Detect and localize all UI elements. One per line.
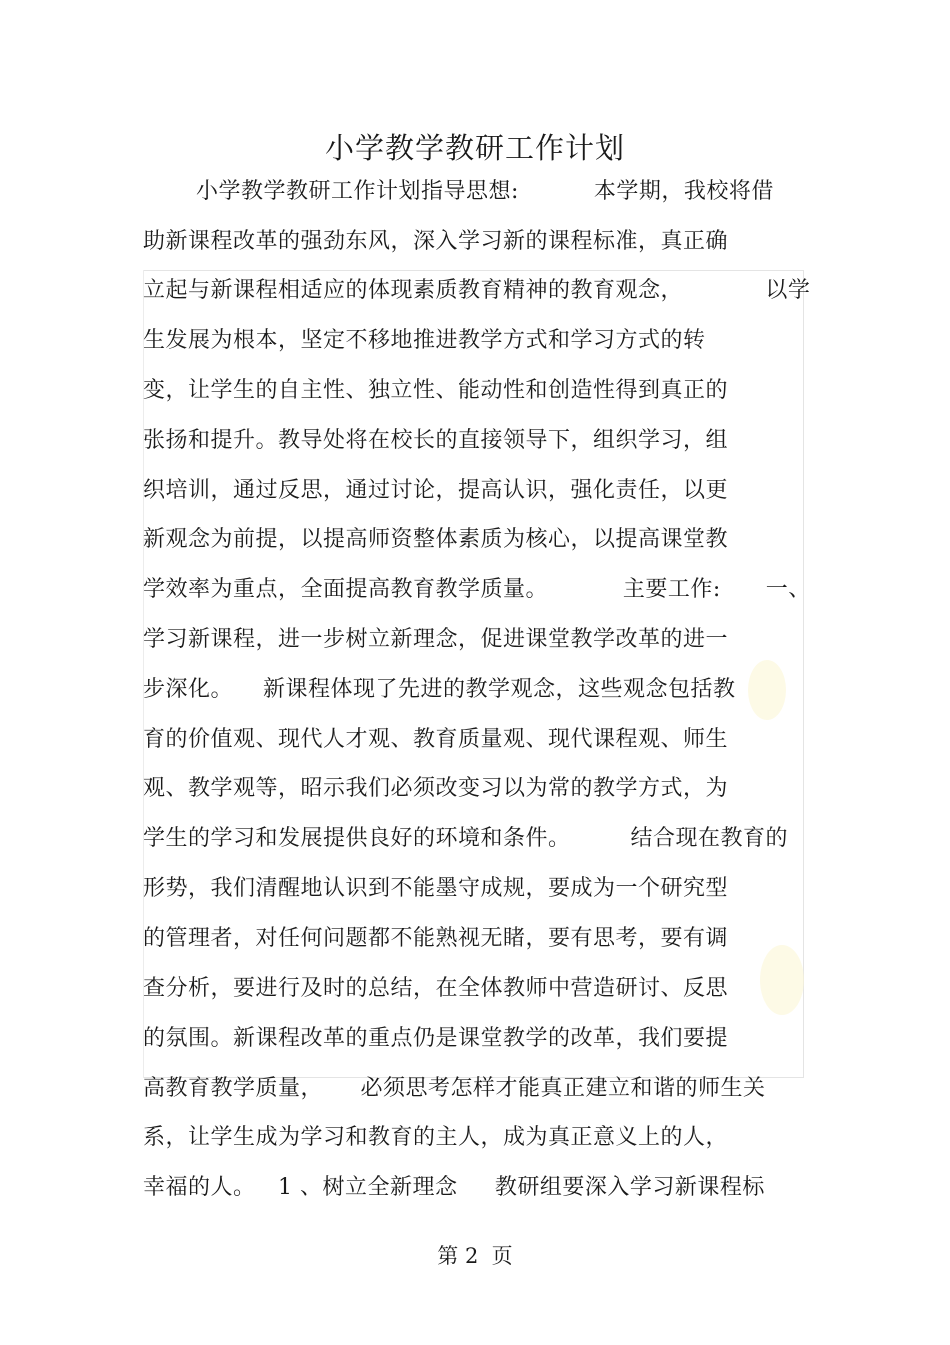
body-line: 新观念为前提，以提高师资整体素质为核心，以提高课堂教 bbox=[143, 527, 729, 552]
paper-stain bbox=[760, 945, 804, 1015]
body-line: 观、教学观等，昭示我们必须改变习以为常的教学方式，为 bbox=[143, 776, 729, 801]
body-line: 变，让学生的自主性、独立性、能动性和创造性得到真正的 bbox=[143, 378, 729, 403]
body-line: 生发展为根本，坚定不移地推进教学方式和学习方式的转 bbox=[143, 328, 706, 353]
body-line: 织培训，通过反思，通过讨论，提高认识，强化责任，以更 bbox=[143, 478, 729, 503]
body-line: 学生的学习和发展提供良好的环境和条件。 结合现在教育的 bbox=[143, 826, 788, 851]
body-line: 查分析，要进行及时的总结，在全体教师中营造研讨、反思 bbox=[143, 976, 729, 1001]
body-line: 形势，我们清醒地认识到不能墨守成规，要成为一个研究型 bbox=[143, 876, 729, 901]
body-line: 育的价值观、现代人才观、教育质量观、现代课程观、师生 bbox=[143, 727, 729, 752]
body-line: 系，让学生成为学习和教育的主人，成为真正意义上的人， bbox=[143, 1125, 729, 1150]
body-line: 学习新课程，进一步树立新理念，促进课堂教学改革的进一 bbox=[143, 627, 729, 652]
body-line: 的氛围。新课程改革的重点仍是课堂教学的改革，我们要提 bbox=[143, 1026, 729, 1051]
body-line: 步深化。 新课程体现了先进的教学观念，这些观念包括教 bbox=[143, 677, 736, 702]
page-number: 第 2 页 bbox=[437, 1244, 513, 1268]
body-line: 的管理者，对任何问题都不能熟视无睹，要有思考，要有调 bbox=[143, 926, 729, 951]
body-line: 学效率为重点，全面提高教育教学质量。 主要工作: 一、 bbox=[143, 577, 811, 602]
body-line: 立起与新课程相适应的体现素质教育精神的教育观念， 以学 bbox=[143, 278, 811, 303]
body-line: 助新课程改革的强劲东风，深入学习新的课程标准，真正确 bbox=[143, 229, 729, 254]
page-title: 小学教学教研工作计划 bbox=[324, 131, 625, 165]
paper-stain bbox=[748, 660, 786, 720]
body-line: 张扬和提升。教导处将在校长的直接领导下，组织学习，组 bbox=[143, 428, 729, 453]
body-line: 高教育教学质量， 必须思考怎样才能真正建立和谐的师生关 bbox=[143, 1076, 766, 1101]
body-line: 幸福的人。 1 、树立全新理念 教研组要深入学习新课程标 bbox=[143, 1175, 765, 1200]
body-line: 小学教学教研工作计划指导思想: 本学期，我校将借 bbox=[196, 179, 774, 204]
